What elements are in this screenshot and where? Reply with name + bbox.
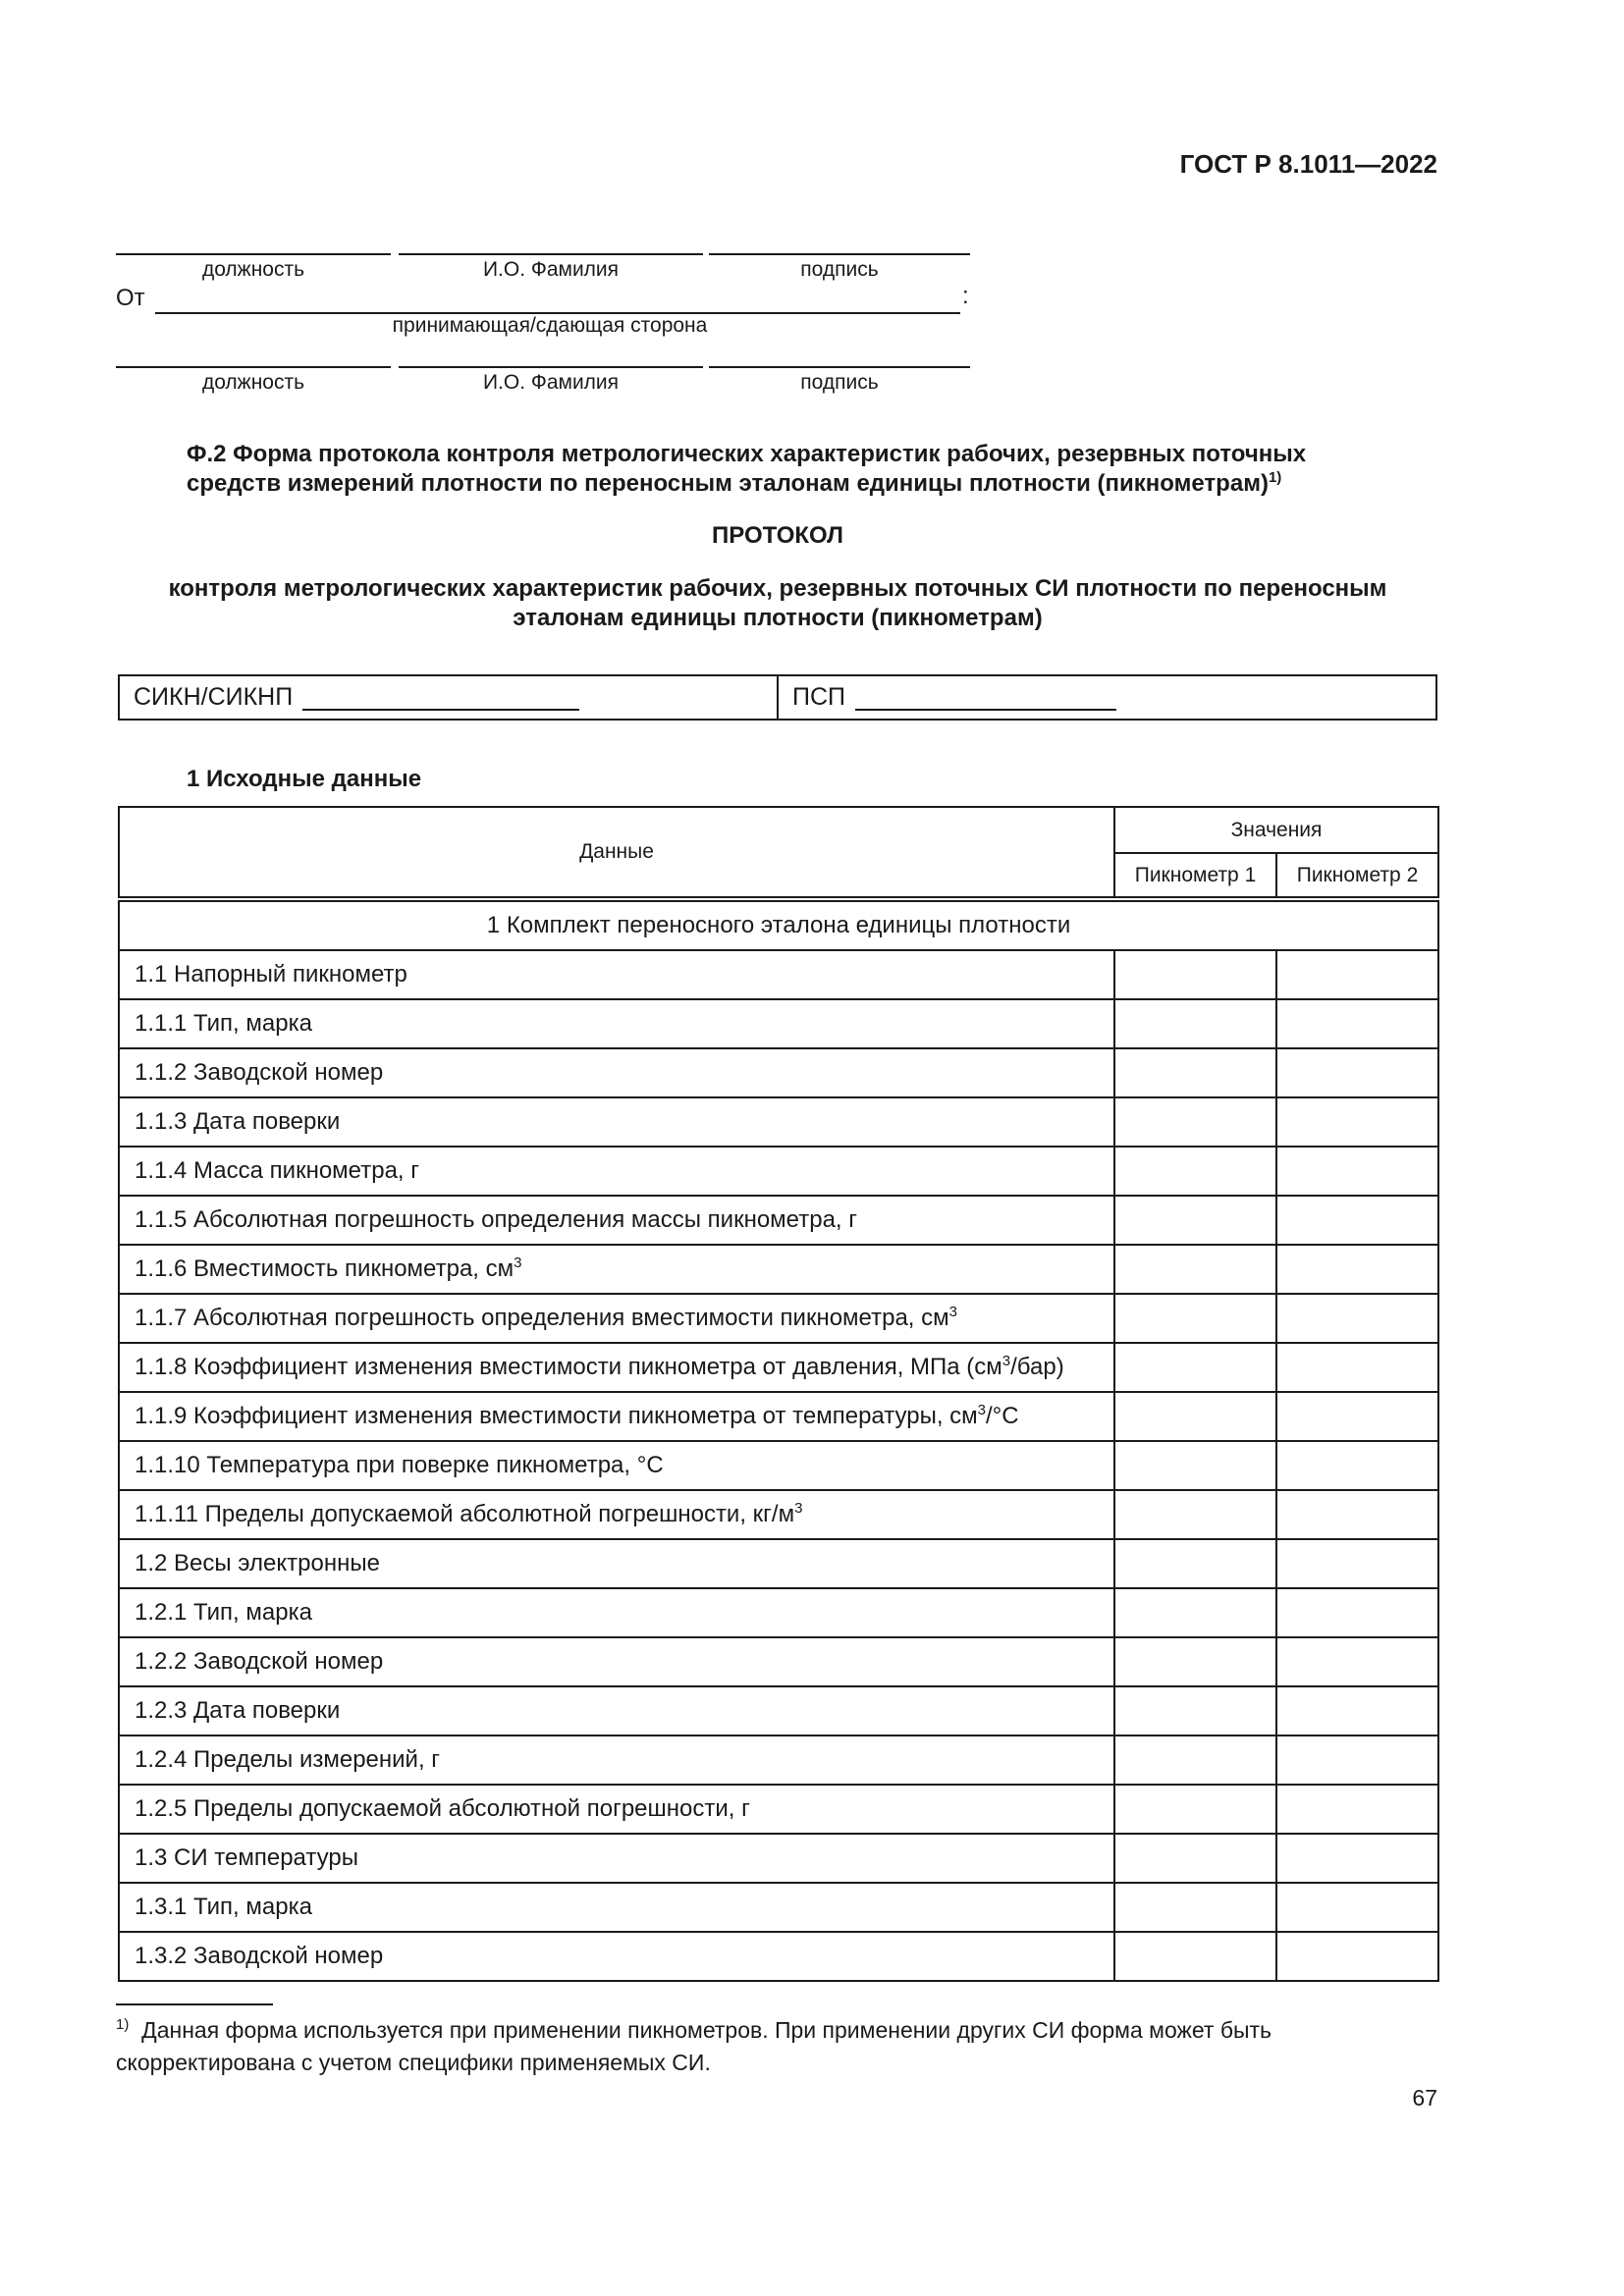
row-label-text: 1.2 Весы электронные (135, 1550, 380, 1576)
row-label (119, 1490, 1114, 1539)
row-label-text: 1.1.9 Коэффициент изменения вместимости пикнометра от температуры, см (135, 1403, 978, 1429)
table-row (119, 1196, 1438, 1245)
caption-signature-2: подпись (800, 371, 879, 394)
subsection-title: 1 Исходные данные (187, 766, 422, 792)
value-cell-pycnometer-2[interactable] (1276, 1392, 1438, 1441)
table-row (119, 1686, 1438, 1735)
row-label-superscript: 3 (948, 1304, 957, 1320)
value-cell-pycnometer-1[interactable] (1114, 1392, 1276, 1441)
row-label-text: 1.3.1 Тип, марка (135, 1894, 312, 1920)
row-label-text: 1.2.2 Заводской номер (135, 1648, 384, 1675)
row-label-superscript: 3 (1001, 1353, 1011, 1369)
row-label (119, 1588, 1114, 1637)
row-label (119, 1932, 1114, 1981)
signature-line-name (399, 253, 703, 255)
sikn-label: СИКН/СИКНП (134, 683, 294, 711)
value-cell-pycnometer-1[interactable] (1114, 1686, 1276, 1735)
row-label-tail: /бар) (1010, 1354, 1064, 1380)
table-row (119, 1785, 1438, 1834)
table-row (119, 1441, 1438, 1490)
psp-label: ПСП (792, 683, 845, 711)
row-label (119, 1441, 1114, 1490)
table-row (119, 999, 1438, 1048)
value-cell-pycnometer-2[interactable] (1276, 1490, 1438, 1539)
row-label (119, 999, 1114, 1048)
page-number: 67 (1412, 2085, 1437, 2110)
value-cell-pycnometer-1[interactable] (1114, 999, 1276, 1048)
value-cell-pycnometer-2[interactable] (1276, 1932, 1438, 1981)
header-pycnometer-1: Пикнометр 1 (1114, 853, 1276, 899)
value-cell-pycnometer-1[interactable] (1114, 1785, 1276, 1834)
row-label-tail: /°С (986, 1403, 1019, 1429)
value-cell-pycnometer-1[interactable] (1114, 1343, 1276, 1392)
footnote-separator (116, 2003, 273, 2005)
row-label-text: 1.2.3 Дата поверки (135, 1697, 341, 1724)
row-label-text: 1.3.2 Заводской номер (135, 1943, 384, 1969)
header-values: Значения (1114, 807, 1438, 853)
table-row (119, 1245, 1438, 1294)
row-label-superscript: 3 (514, 1255, 522, 1271)
caption-name-2: И.О. Фамилия (482, 371, 620, 394)
protocol-subtitle: контроля метрологических характеристик рабочих, резервных поточных СИ плотности по переносным эталонам единицы плотности (пикнометрам) (168, 575, 1387, 631)
value-cell-pycnometer-1[interactable] (1114, 1932, 1276, 1981)
table-row (119, 1147, 1438, 1196)
footnote-text: Данная форма используется при применении пикнометров. При применении других СИ форма может быть скорректирована с учетом специфики применяемых СИ. (116, 2017, 1272, 2075)
value-cell-pycnometer-2[interactable] (1276, 1196, 1438, 1245)
row-label (119, 1097, 1114, 1147)
section-title (187, 440, 1394, 499)
table-row (119, 1883, 1438, 1932)
row-label (119, 1343, 1114, 1392)
value-cell-pycnometer-1[interactable] (1114, 1245, 1276, 1294)
row-label-text: 1.1.4 Масса пикнометра, г (135, 1157, 420, 1184)
table-row (119, 1294, 1438, 1343)
caption-signature: подпись (800, 258, 879, 281)
row-label-superscript: 3 (977, 1402, 986, 1418)
value-cell-pycnometer-2[interactable] (1276, 999, 1438, 1048)
value-cell-pycnometer-2[interactable] (1276, 1883, 1438, 1932)
psp-field[interactable] (779, 676, 1436, 719)
caption-position: должность (201, 258, 305, 281)
value-cell-pycnometer-2[interactable] (1276, 1097, 1438, 1147)
row-label-text: 1.2.1 Тип, марка (135, 1599, 312, 1626)
section-row: 1 Комплект переносного эталона единицы плотности (119, 899, 1438, 950)
from-label: От (116, 285, 145, 311)
row-label-text: 1.1.6 Вместимость пикнометра, см (135, 1255, 514, 1282)
value-cell-pycnometer-1[interactable] (1114, 1539, 1276, 1588)
value-cell-pycnometer-1[interactable] (1114, 1637, 1276, 1686)
value-cell-pycnometer-2[interactable] (1276, 1539, 1438, 1588)
value-cell-pycnometer-1[interactable] (1114, 1196, 1276, 1245)
row-label-text: 1.1.10 Температура при поверке пикнометра, °С (135, 1452, 664, 1478)
source-data-table (118, 806, 1439, 1982)
row-label-text: 1.1.3 Дата поверки (135, 1108, 341, 1135)
table-row (119, 1048, 1438, 1097)
value-cell-pycnometer-1[interactable] (1114, 1490, 1276, 1539)
row-label (119, 1294, 1114, 1343)
row-label-text: 1.1.1 Тип, марка (135, 1010, 312, 1037)
row-label-text: 1.2.5 Пределы допускаемой абсолютной погрешности, г (135, 1795, 750, 1822)
value-cell-pycnometer-2[interactable] (1276, 950, 1438, 999)
caption-party: принимающая/сдающая сторона (392, 314, 708, 337)
protocol-heading: ПРОТОКОЛ (712, 522, 843, 549)
row-label-text: 1.2.4 Пределы измерений, г (135, 1746, 441, 1773)
table-row (119, 950, 1438, 999)
row-label (119, 1392, 1114, 1441)
caption-name: И.О. Фамилия (482, 258, 620, 281)
header-pycnometer-2: Пикнометр 2 (1276, 853, 1438, 899)
row-label (119, 1686, 1114, 1735)
value-cell-pycnometer-1[interactable] (1114, 1048, 1276, 1097)
value-cell-pycnometer-1[interactable] (1114, 1441, 1276, 1490)
footnote (116, 2014, 1439, 2079)
row-label-text: 1.1 Напорный пикнометр (135, 961, 407, 988)
row-label (119, 1785, 1114, 1834)
value-cell-pycnometer-2[interactable] (1276, 1735, 1438, 1785)
row-label (119, 1735, 1114, 1785)
psp-input-line[interactable] (855, 681, 1116, 711)
sikn-input-line[interactable] (302, 681, 579, 711)
row-label-text: 1.1.11 Пределы допускаемой абсолютной погрешности, кг/м (135, 1501, 795, 1527)
row-label-text: 1.1.5 Абсолютная погрешность определения массы пикнометра, г (135, 1206, 858, 1233)
table-row (119, 1343, 1438, 1392)
table-row (119, 1735, 1438, 1785)
value-cell-pycnometer-1[interactable] (1114, 950, 1276, 999)
value-cell-pycnometer-1[interactable] (1114, 1294, 1276, 1343)
table-row (119, 1834, 1438, 1883)
row-label (119, 1834, 1114, 1883)
footnote-ref: 1) (1268, 469, 1282, 486)
row-label (119, 950, 1114, 999)
row-label (119, 1883, 1114, 1932)
value-cell-pycnometer-2[interactable] (1276, 1147, 1438, 1196)
value-cell-pycnometer-1[interactable] (1114, 1588, 1276, 1637)
value-cell-pycnometer-1[interactable] (1114, 1883, 1276, 1932)
table-row (119, 1097, 1438, 1147)
document-code: ГОСТ Р 8.1011—2022 (1179, 149, 1437, 179)
value-cell-pycnometer-2[interactable] (1276, 1048, 1438, 1097)
value-cell-pycnometer-2[interactable] (1276, 1343, 1438, 1392)
value-cell-pycnometer-2[interactable] (1276, 1588, 1438, 1637)
footnote-mark: 1) (116, 2016, 130, 2033)
row-label (119, 1245, 1114, 1294)
table-row (119, 1932, 1438, 1981)
section-title-text: Ф.2 Форма протокола контроля метрологических характеристик рабочих, резервных поточных средств измерений плотности по переносным эталонам единицы плотности (пикнометрам) (187, 441, 1307, 497)
row-label-text: 1.1.7 Абсолютная погрешность определения вместимости пикнометра, см (135, 1305, 949, 1331)
header-data: Данные (119, 807, 1114, 899)
table-row (119, 1392, 1438, 1441)
row-label-text: 1.1.8 Коэффициент изменения вместимости пикнометра от давления, МПа (см (135, 1354, 1002, 1380)
signature-line-position (116, 253, 391, 255)
value-cell-pycnometer-1[interactable] (1114, 1834, 1276, 1883)
table-row (119, 1588, 1438, 1637)
value-cell-pycnometer-1[interactable] (1114, 1097, 1276, 1147)
value-cell-pycnometer-2[interactable] (1276, 1686, 1438, 1735)
from-colon: : (962, 283, 969, 309)
row-label (119, 1196, 1114, 1245)
table-row (119, 1490, 1438, 1539)
value-cell-pycnometer-1[interactable] (1114, 1735, 1276, 1785)
value-cell-pycnometer-1[interactable] (1114, 1147, 1276, 1196)
sikn-psp-box (118, 674, 1437, 721)
row-label-superscript: 3 (794, 1500, 803, 1517)
row-label (119, 1539, 1114, 1588)
value-cell-pycnometer-2[interactable] (1276, 1637, 1438, 1686)
signature-line-sign-2 (709, 366, 970, 368)
signature-line-position-2 (116, 366, 391, 368)
row-label (119, 1637, 1114, 1686)
value-cell-pycnometer-2[interactable] (1276, 1245, 1438, 1294)
sikn-field[interactable] (120, 676, 779, 719)
row-label (119, 1147, 1114, 1196)
row-label-text: 1.1.2 Заводской номер (135, 1059, 384, 1086)
signature-line-name-2 (399, 366, 703, 368)
table-row (119, 1637, 1438, 1686)
row-label-text: 1.3 СИ температуры (135, 1844, 358, 1871)
caption-position-2: должность (201, 371, 305, 394)
row-label (119, 1048, 1114, 1097)
value-cell-pycnometer-2[interactable] (1276, 1785, 1438, 1834)
value-cell-pycnometer-2[interactable] (1276, 1834, 1438, 1883)
table-row (119, 1539, 1438, 1588)
signature-line-sign (709, 253, 970, 255)
value-cell-pycnometer-2[interactable] (1276, 1441, 1438, 1490)
value-cell-pycnometer-2[interactable] (1276, 1294, 1438, 1343)
